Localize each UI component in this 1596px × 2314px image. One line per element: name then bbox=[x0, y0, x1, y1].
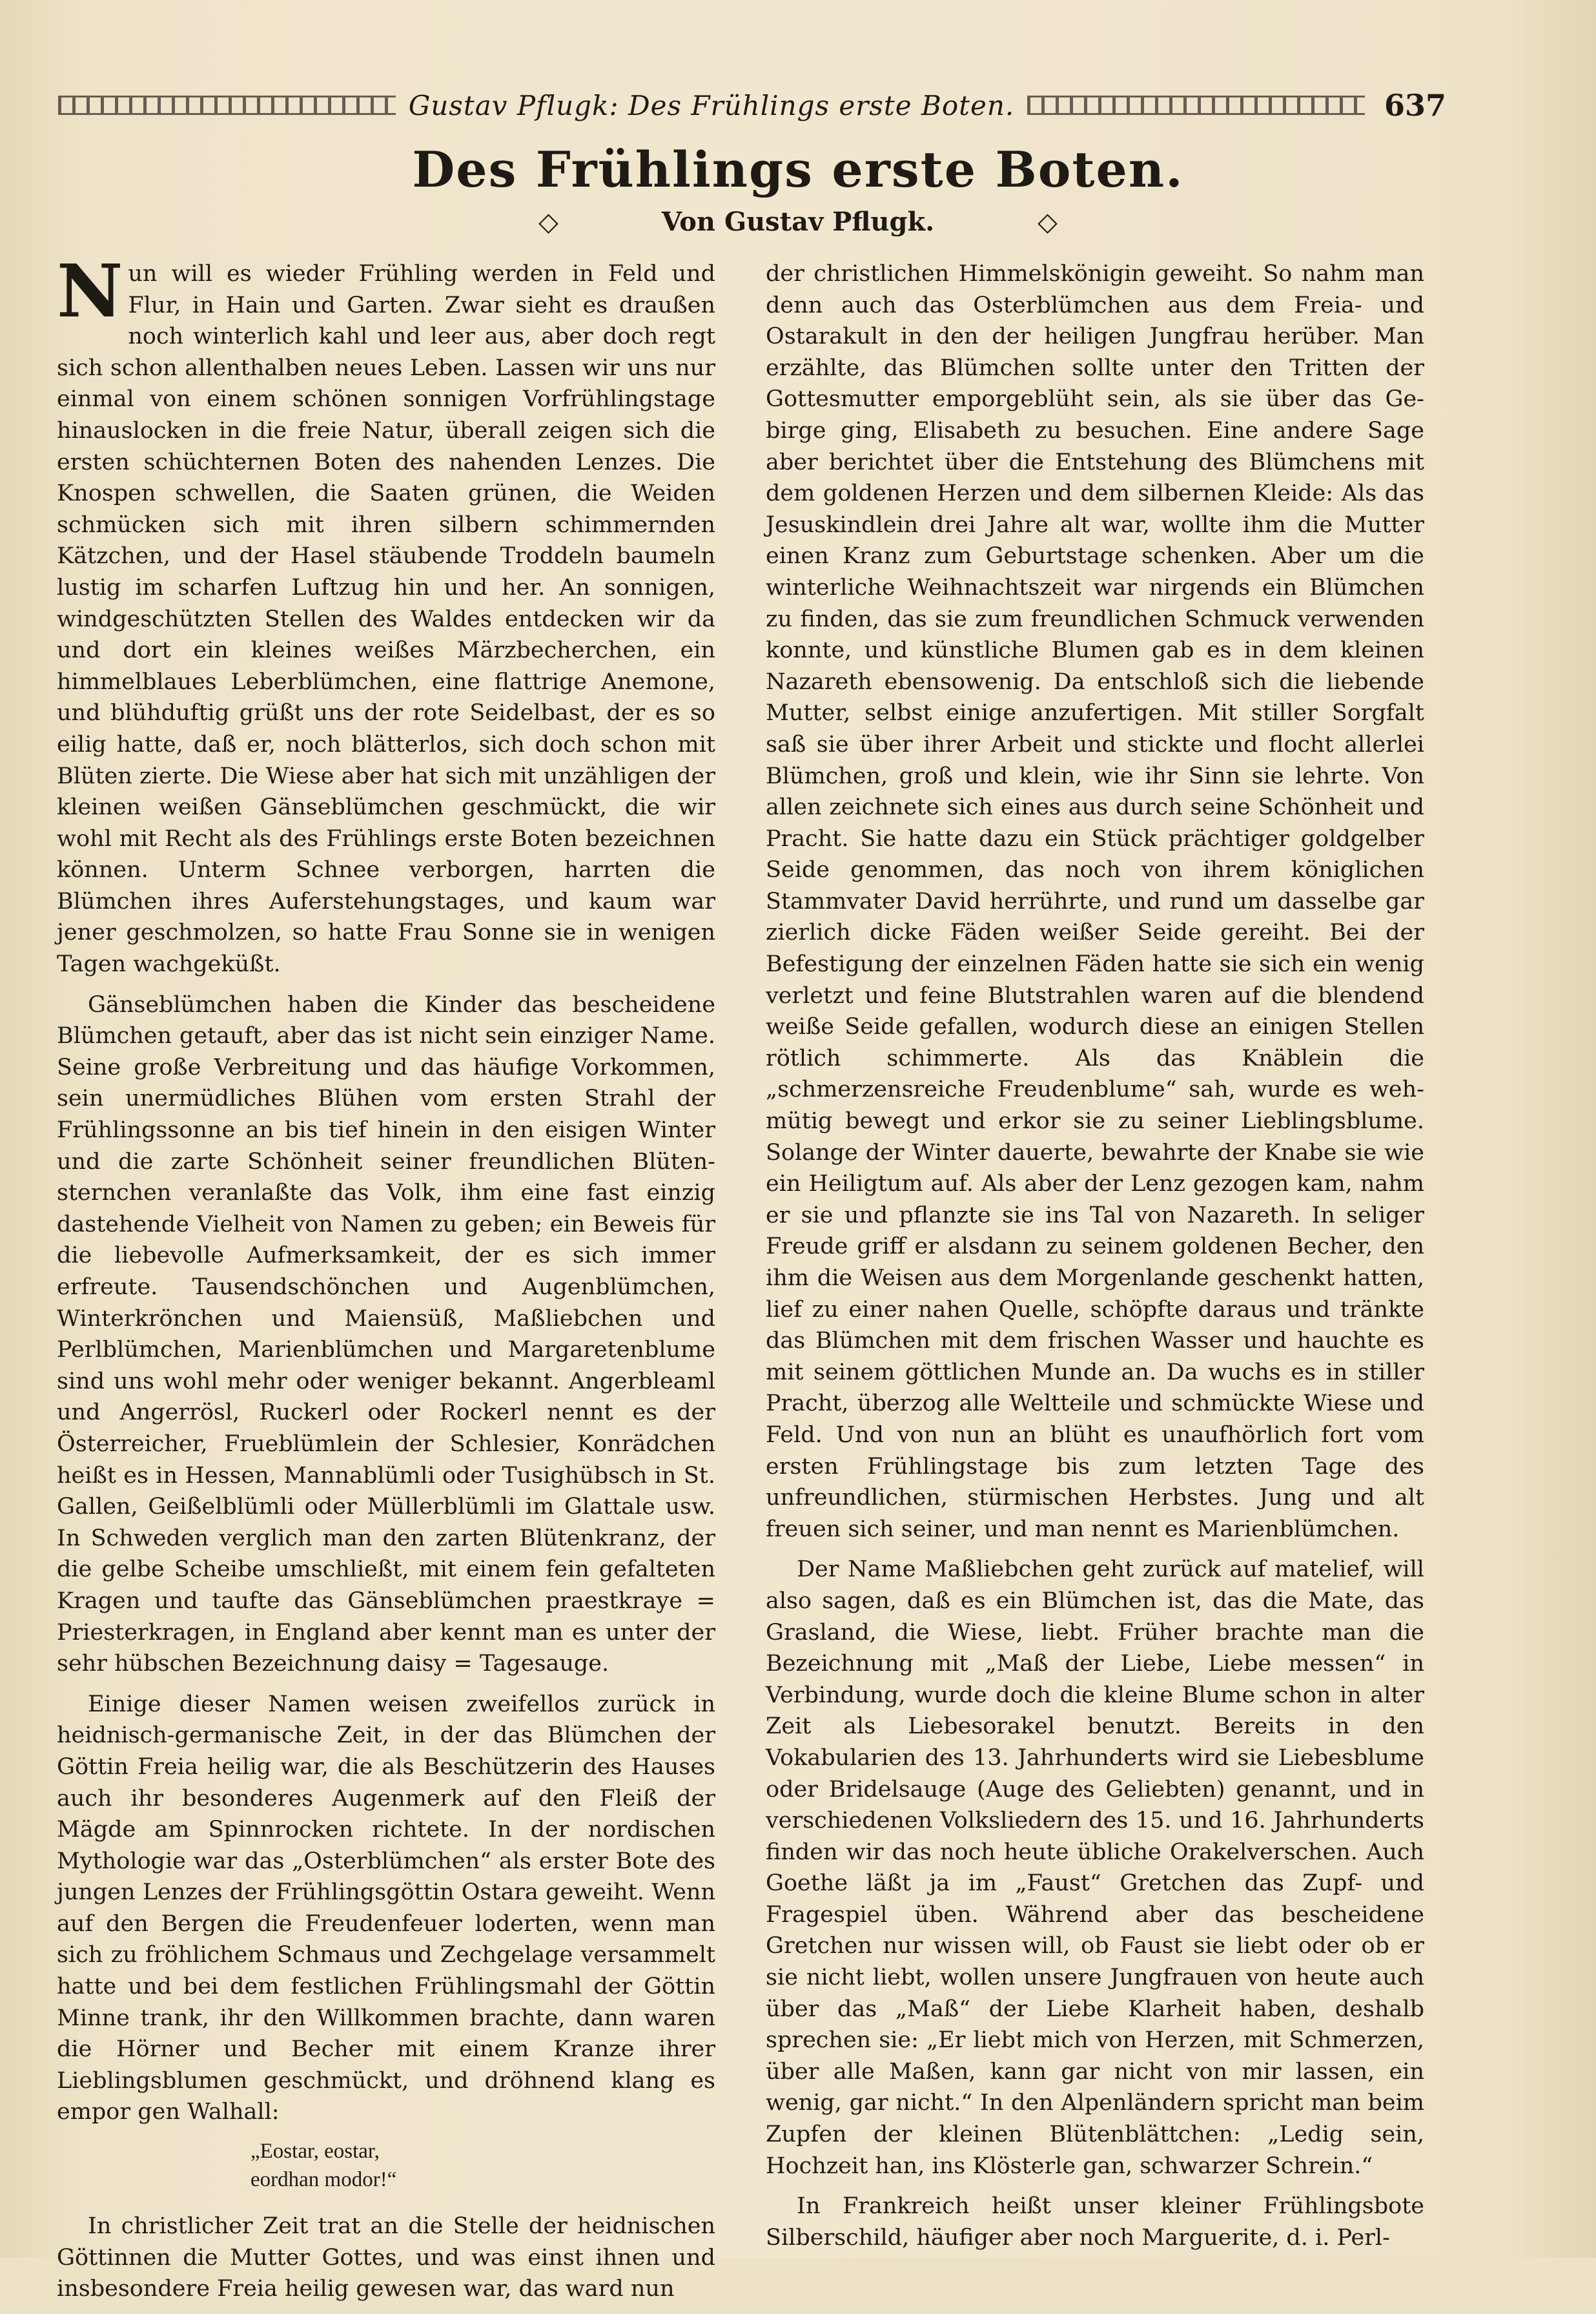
ornament-rule-right bbox=[1027, 96, 1365, 115]
diamond-ornament-left-icon: ◇ bbox=[538, 207, 558, 237]
diamond-ornament-right-icon: ◇ bbox=[1038, 207, 1058, 237]
drop-cap: N bbox=[57, 249, 123, 334]
paragraph: Der Name Maßliebchen geht zurück auf matelief, will also sagen, daß es ein Blümchen ist, das die Mate, das Grasland, die Wiese, liebt. Früher brachte man die Bezeichnung mit „Maß der Liebe, Liebe messen“ in Verbindung, wurde doch die kleine Blume schon in alter Zeit als Liebesorakel benutzt. Bereits in den Vokabularien des 13. Jahrhunderts wird sie Liebesblume oder Bridelsauge (Auge des Geliebten) genannt, und in verschiedenen Volksliedern des 15. und 16. Jahrhunderts finden wir das noch heute übliche Orakelverschen. Auch Goethe läßt ja im „Faust“ Gretchen das Zupf- und Fragespiel üben. Während aber das bescheidene Gretchen nur wissen will, ob Faust sie liebt oder ob er sie nicht liebt, wollen unsere Jungfrauen von heute auch über das „Maß“ der Liebe Klarheit haben, deshalb sprechen sie: „Er liebt mich von Herzen, mit Schmerzen, über alle Maßen, kann gar nicht von mir lassen, ein wenig, gar nicht.“ In den Alpenländern spricht man beim Zupfen der kleinen Blütenblättchen: „Ledig sein, Hochzeit han, ins Klösterle gan, schwarzer Schrein.“ bbox=[766, 1556, 1424, 2179]
right-column bbox=[766, 258, 1424, 2262]
page-number: 637 bbox=[1384, 88, 1446, 123]
author-name: Gustav Pflugk. bbox=[724, 207, 935, 237]
ornament-rule-left bbox=[58, 96, 396, 115]
paragraph-text: un will es wieder Frühling werden in Feld und Flur, in Hain und Garten. Zwar sieht es draußen noch winterlich kahl und leer aus, aber doch regt sich schon allenthalben neues Leben. Lassen wir uns nur einmal von einem schönen sonnigen Vorfrühlingstage hinauslocken in die freie Natur, überall zeigen sich die ersten schüchternen Boten des nahenden Lenzes. Die Knospen schwellen, die Saaten grünen, die Weiden schmücken sich mit ihren silbern schimmernden Kätzchen, und der Hasel stäubende Troddeln baumeln lustig im scharfen Luftzug hin und her. An sonnigen, windgeschützten Stellen des Waldes entdecken wir da und dort ein kleines weißes Märzbecherchen, ein himmelblaues Leberblümchen, eine flattrige Anemone, und blühduftig grüßt uns der rote Seidelbast, der es so eilig hatte, daß er, noch blätterlos, sich doch schon mit Blüten zierte. Die Wiese aber hat sich mit unzähligen der kleinen weißen Gänseblümchen geschmückt, die wir wohl mit Recht als des Frühlings erste Boten bezeichnen können. Unterm Schnee verborgen, harrten die Blümchen ihres Auferstehungstages, und kaum war jener geschmolzen, so hatte Frau Sonne sie in wenigen Tagen wachgeküßt. bbox=[57, 261, 715, 978]
paragraph: In christlicher Zeit trat an die Stelle der heidnischen Göttinnen die Mutter Gottes, und was einst ihnen und insbesondere Freia heilig gewesen war, das ward nun bbox=[57, 2213, 715, 2302]
byline bbox=[0, 207, 1596, 237]
verse-line: „Eostar, eostar, bbox=[251, 2140, 380, 2164]
paragraph bbox=[57, 249, 715, 980]
paragraph: Gänseblümchen haben die Kinder das bescheidene Blümchen getauft, aber das ist nicht sein einziger Name. Seine große Verbreitung und das häufige Vorkommen, sein unermüdliches Blühen vom ersten Strahl der Frühlingssonne an bis tief hinein in den eisigen Winter und die zarte Schönheit seiner freundlichen Blütensternchen veranlaßte das Volk, ihm eine fast einzig dastehende Vielheit von Namen zu geben; ein Beweis für die liebevolle Aufmerksamkeit, der es sich immer erfreute. Tausendschönchen und Augenblümchen, Winterkrönchen und Maiensüß, Maßliebchen und Perlblümchen, Marienblümchen und Margaretenblume sind uns wohl mehr oder weniger bekannt. Angerbleaml und Angerrösl, Ruckerl oder Rockerl nennt es der Österreicher, Frueblümlein der Schlesier, Konrädchen heißt es in Hessen, Mannablümli oder Tusighübsch in St. Gallen, Geißelblümli oder Müllerblümli im Glattale usw. In Schweden verglich man den zarten Blütenkranz, der die gelbe Scheibe umschließt, mit einem fein gefalteten Kragen und taufte das Gänseblümchen praestkraye = Priesterkragen, in England aber kennt man es unter der sehr hübschen Bezeichnung daisy = Tagesauge. bbox=[57, 991, 715, 1677]
running-title: Gustav Pflugk: Des Frühlings erste Boten. bbox=[408, 89, 1015, 121]
paragraph: Einige dieser Namen weisen zweifellos zurück in heidnisch-germanische Zeit, in der das Blümchen der Göttin Freia heilig war, die als Beschützerin des Hauses auch ihr besonderes Augenmerk auf den Fleiß der Mägde am Spinnrocken richtete. In der nordischen Mythologie war das „Osterblümchen“ als erster Bote des jungen Lenzes der Frühlingsgöttin Ostara geweiht. Wenn auf den Bergen die Freudenfeuer loderten, wenn man sich zu fröhlichem Schmaus und Zechgelage versammelt hatte und bei dem festlichen Frühlingsmahl der Göttin Minne trank, ihr den Willkommen brachte, dann waren die Hörner und Becher mit einem Kranze ihrer Lieblingsblumen geschmückt, und dröhnend klang es empor gen Walhall: bbox=[57, 1691, 715, 2125]
left-column bbox=[57, 249, 715, 2314]
byline-prefix: Von bbox=[661, 207, 715, 237]
running-header bbox=[58, 83, 1446, 128]
paragraph: der christlichen Himmelskönigin geweiht. So nahm man denn auch das Osterblümchen aus dem Freia- und Ostarakult in den der heiligen Jungfrau herüber. Man erzählte, das Blümchen sollte unter den Tritten der Gottesmutter emporgeblüht sein, als sie über das Gebirge ging, Elisabeth zu besuchen. Eine andere Sage aber berichtet über die Entstehung des Blümchens mit dem goldenen Herzen und dem silbernen Kleide: Als das Jesuskindlein drei Jahre alt war, wollte ihm die Mutter einen Kranz zum Geburtstage schenken. Aber um die winterliche Weihnachtszeit war nirgends ein Blümchen zu finden, das sie zum freundlichen Schmuck verwenden konnte, und künstliche Blumen gab es in dem kleinen Nazareth ebensowenig. Da entschloß sich die liebende Mutter, selbst einige anzufertigen. Mit stiller Sorgfalt saß sie über ihrer Arbeit und stickte und flocht allerlei Blümchen, groß und klein, wie ihr Sinn sie lehrte. Von allen zeichnete sich eines aus durch seine Schönheit und Pracht. Sie hatte dazu ein Stück prächtiger goldgelber Seide genommen, das noch von ihrem königlichen Stammvater David herrührte, und rund um dasselbe gar zierlich dicke Fäden weißer Seide gereiht. Bei der Befestigung der einzelnen Fäden hatte sie sich ein wenig verletzt und feine Blutstrahlen waren auf die blendend weiße Seide gefallen, wodurch diese an einigen Stellen rötlich schimmerte. Als das Knäblein die „schmerzensreiche Freudenblume“ sah, wurde es wehmütig bewegt und erkor sie zu seiner Lieblingsblume. Solange der Winter dauerte, bewahrte der Knabe sie wie ein Heiligtum auf. Als aber der Lenz gezogen kam, nahm er sie und pflanzte sie ins Tal von Nazareth. In seliger Freude griff er alsdann zu seinem goldenen Becher, den ihm die Weisen aus dem Morgenlande geschenkt hatten, lief zu einer nahen Quelle, schöpfte daraus und tränkte das Blümchen mit dem frischen Wasser und hauchte es mit seinem göttlichen Munde an. Da wuchs es in stiller Pracht, überzog alle Weltteile und schmückte Wiese und Feld. Und von nun an blüht es unaufhörlich fort vom ersten Frühlingstage bis zum letzten Tage des unfreundlichen, stürmischen Herbstes. Jung und alt freuen sich seiner, und man nennt es Marienblümchen. bbox=[766, 261, 1424, 1542]
paragraph: In Frankreich heißt unser kleiner Frühlingsbote Silberschild, häufiger aber noch Marguerite, d. i. Perl- bbox=[766, 2193, 1424, 2251]
verse-line: eordhan modor!“ bbox=[251, 2168, 397, 2192]
verse-quote bbox=[251, 2137, 715, 2194]
article-title: Des Frühlings erste Boten. bbox=[412, 141, 1184, 198]
